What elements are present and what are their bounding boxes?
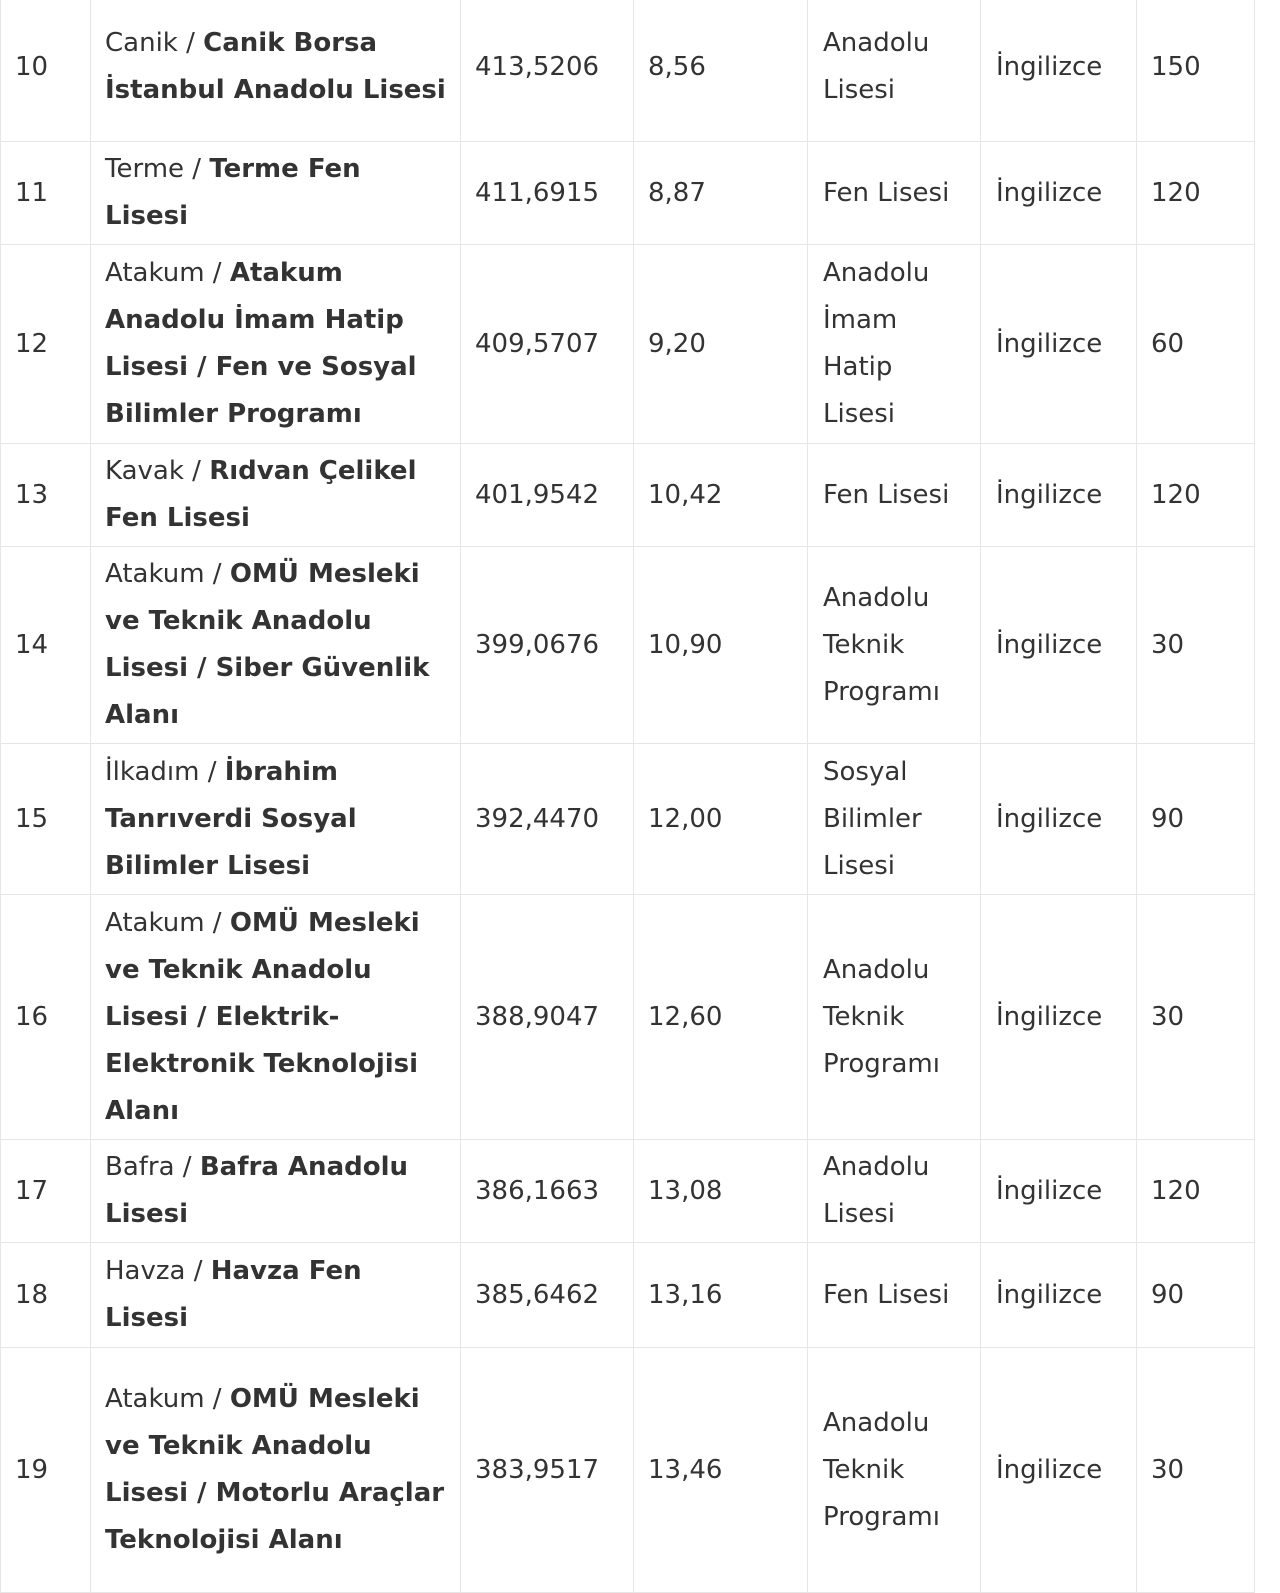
table-row (1, 444, 1255, 547)
quota-cell: 30 (1137, 1348, 1255, 1593)
language-cell: İngilizce (981, 245, 1137, 444)
score-cell: 409,5707 (461, 245, 634, 444)
percentile-cell: 12,00 (634, 744, 808, 895)
school-name: Rıdvan Çelikel Fen Lisesi (105, 456, 417, 533)
rank-cell: 14 (1, 547, 91, 744)
quota-cell: 60 (1137, 245, 1255, 444)
score-cell: 401,9542 (461, 444, 634, 547)
school-name: Canik Borsa İstanbul Anadolu Lisesi (105, 28, 446, 105)
district-name: Atakum (105, 1384, 205, 1414)
rank-cell: 13 (1, 444, 91, 547)
percentile-cell: 13,46 (634, 1348, 808, 1593)
rank-cell: 11 (1, 142, 91, 245)
language-cell: İngilizce (981, 1140, 1137, 1243)
school-name: OMÜ Mesleki ve Teknik Anadolu Lisesi / Siber Güvenlik Alanı (105, 559, 430, 730)
school-name: OMÜ Mesleki ve Teknik Anadolu Lisesi / Motorlu Araçlar Teknolojisi Alanı (105, 1384, 445, 1555)
score-cell: 388,9047 (461, 895, 634, 1140)
quota-cell: 150 (1137, 0, 1255, 142)
table-row (1, 547, 1255, 744)
rank-cell: 18 (1, 1243, 91, 1348)
table-row (1, 0, 1255, 142)
score-cell: 413,5206 (461, 0, 634, 142)
quota-cell: 90 (1137, 1243, 1255, 1348)
school-cell (91, 1348, 461, 1593)
district-name: Atakum (105, 258, 205, 288)
school-cell (91, 142, 461, 245)
rank-cell: 17 (1, 1140, 91, 1243)
school-type-cell: Fen Lisesi (808, 1243, 981, 1348)
school-cell (91, 0, 461, 142)
district-name: Kavak (105, 456, 184, 486)
district-name: Canik (105, 28, 178, 58)
school-type-cell: Anadolu Teknik Programı (808, 547, 981, 744)
percentile-cell: 9,20 (634, 245, 808, 444)
school-name: OMÜ Mesleki ve Teknik Anadolu Lisesi / Elektrik-Elektronik Teknolojisi Alanı (105, 907, 420, 1126)
percentile-cell: 8,56 (634, 0, 808, 142)
school-type-cell: Anadolu Lisesi (808, 0, 981, 142)
quota-cell: 30 (1137, 895, 1255, 1140)
separator: / (185, 1256, 211, 1286)
language-cell: İngilizce (981, 1348, 1137, 1593)
quota-cell: 120 (1137, 1140, 1255, 1243)
school-name: Havza Fen Lisesi (105, 1256, 362, 1333)
quota-cell: 30 (1137, 547, 1255, 744)
school-cell (91, 547, 461, 744)
school-cell (91, 744, 461, 895)
school-type-cell: Sosyal Bilimler Lisesi (808, 744, 981, 895)
percentile-cell: 13,08 (634, 1140, 808, 1243)
language-cell: İngilizce (981, 0, 1137, 142)
rank-cell: 15 (1, 744, 91, 895)
quota-cell: 120 (1137, 444, 1255, 547)
school-type-cell: Anadolu İmam Hatip Lisesi (808, 245, 981, 444)
school-type-cell: Anadolu Teknik Programı (808, 1348, 981, 1593)
percentile-cell: 13,16 (634, 1243, 808, 1348)
score-cell: 383,9517 (461, 1348, 634, 1593)
school-type-cell: Fen Lisesi (808, 142, 981, 245)
language-cell: İngilizce (981, 1243, 1137, 1348)
district-name: Atakum (105, 907, 205, 938)
school-name: Bafra Anadolu Lisesi (105, 1152, 409, 1229)
table-row (1, 744, 1255, 895)
school-name: Terme Fen Lisesi (105, 154, 361, 231)
language-cell: İngilizce (981, 744, 1137, 895)
district-name: Terme (105, 154, 185, 184)
percentile-cell: 12,60 (634, 895, 808, 1140)
rank-cell: 19 (1, 1348, 91, 1593)
school-cell (91, 245, 461, 444)
language-cell: İngilizce (981, 444, 1137, 547)
separator: / (204, 258, 230, 288)
percentile-cell: 10,42 (634, 444, 808, 547)
table-row (1, 1348, 1255, 1593)
school-cell (91, 895, 461, 1140)
separator: / (204, 559, 230, 589)
rank-cell: 16 (1, 895, 91, 1140)
percentile-cell: 10,90 (634, 547, 808, 744)
separator: / (184, 154, 210, 184)
school-type-cell: Fen Lisesi (808, 444, 981, 547)
separator: / (204, 1384, 230, 1414)
score-cell: 392,4470 (461, 744, 634, 895)
language-cell: İngilizce (981, 547, 1137, 744)
quota-cell: 120 (1137, 142, 1255, 245)
quota-cell: 90 (1137, 744, 1255, 895)
score-cell: 386,1663 (461, 1140, 634, 1243)
language-cell: İngilizce (981, 142, 1137, 245)
school-cell (91, 1140, 461, 1243)
separator: / (183, 456, 210, 486)
table-row (1, 1140, 1255, 1243)
school-name: Atakum Anadolu İmam Hatip Lisesi / Fen ve Sosyal Bilimler Programı (105, 258, 417, 429)
school-cell (91, 1243, 461, 1348)
district-name: Atakum (105, 559, 205, 589)
table-row (1, 895, 1255, 1140)
school-type-cell: Anadolu Teknik Programı (808, 895, 981, 1140)
table-row (1, 1243, 1255, 1348)
school-type-cell: Anadolu Lisesi (808, 1140, 981, 1243)
separator: / (174, 1152, 200, 1182)
table-row (1, 142, 1255, 245)
separator: / (199, 756, 225, 787)
table-row (1, 245, 1255, 444)
score-cell: 399,0676 (461, 547, 634, 744)
district-name: İlkadım (105, 756, 200, 787)
rank-cell: 10 (1, 0, 91, 142)
school-cell (91, 444, 461, 547)
rank-cell: 12 (1, 245, 91, 444)
school-name: İbrahim Tanrıverdi Sosyal Bilimler Lisesi (105, 756, 357, 881)
separator: / (204, 907, 230, 938)
score-cell: 411,6915 (461, 142, 634, 245)
percentile-cell: 8,87 (634, 142, 808, 245)
district-name: Bafra (105, 1152, 175, 1182)
language-cell: İngilizce (981, 895, 1137, 1140)
district-name: Havza (105, 1256, 186, 1286)
score-cell: 385,6462 (461, 1243, 634, 1348)
separator: / (177, 28, 204, 58)
